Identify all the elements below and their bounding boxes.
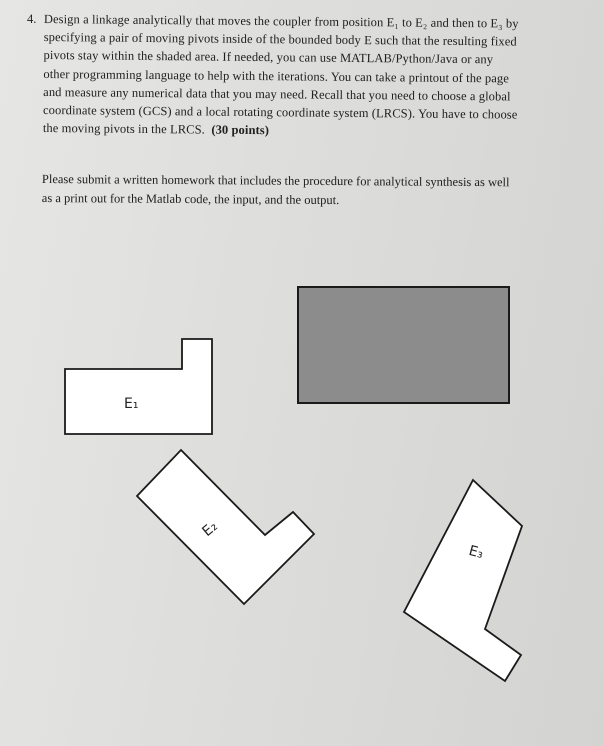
problem-line-1: Design a linkage analytically that moves the coupler from position E₁ to E₂ and then to E₃ by [43, 11, 519, 31]
submission-line-2: as a print out for the Matlab code, the input, and the output. [41, 190, 340, 208]
submission-line-1: Please submit a written homework that includes the procedure for analytical synthesis as well [41, 171, 510, 190]
problem-line-7-text: the moving pivots in the LRCS. [42, 121, 205, 137]
question-number: 4. [27, 12, 37, 26]
coupler-position-e1 [65, 339, 212, 434]
points-label: (30 points) [211, 122, 270, 138]
problem-line-4: other programming language to help with the iterations. You can take a printout of the page [43, 66, 510, 86]
coupler-position-e3 [404, 480, 522, 681]
problem-line-2: specifying a pair of moving pivots inside of the bounded body E such that the resulting fixed [43, 30, 517, 49]
problem-line-6: coordinate system (GCS) and a local rotating coordinate system (LRCS). You have to choose [42, 103, 518, 122]
coupler-position-e2 [137, 450, 314, 604]
e3-label: E₃ [466, 542, 486, 563]
e2-label: E₂ [199, 518, 221, 540]
problem-line-3: pivots stay within the shaded area. If needed, you can use MATLAB/Python/Java or any [43, 48, 494, 67]
problem-line-5: and measure any numerical data that you may need. Recall that you need to choose a global [43, 84, 511, 104]
shaded-fixed-pivot-region [298, 287, 509, 403]
e1-label: E₁ [124, 396, 139, 412]
